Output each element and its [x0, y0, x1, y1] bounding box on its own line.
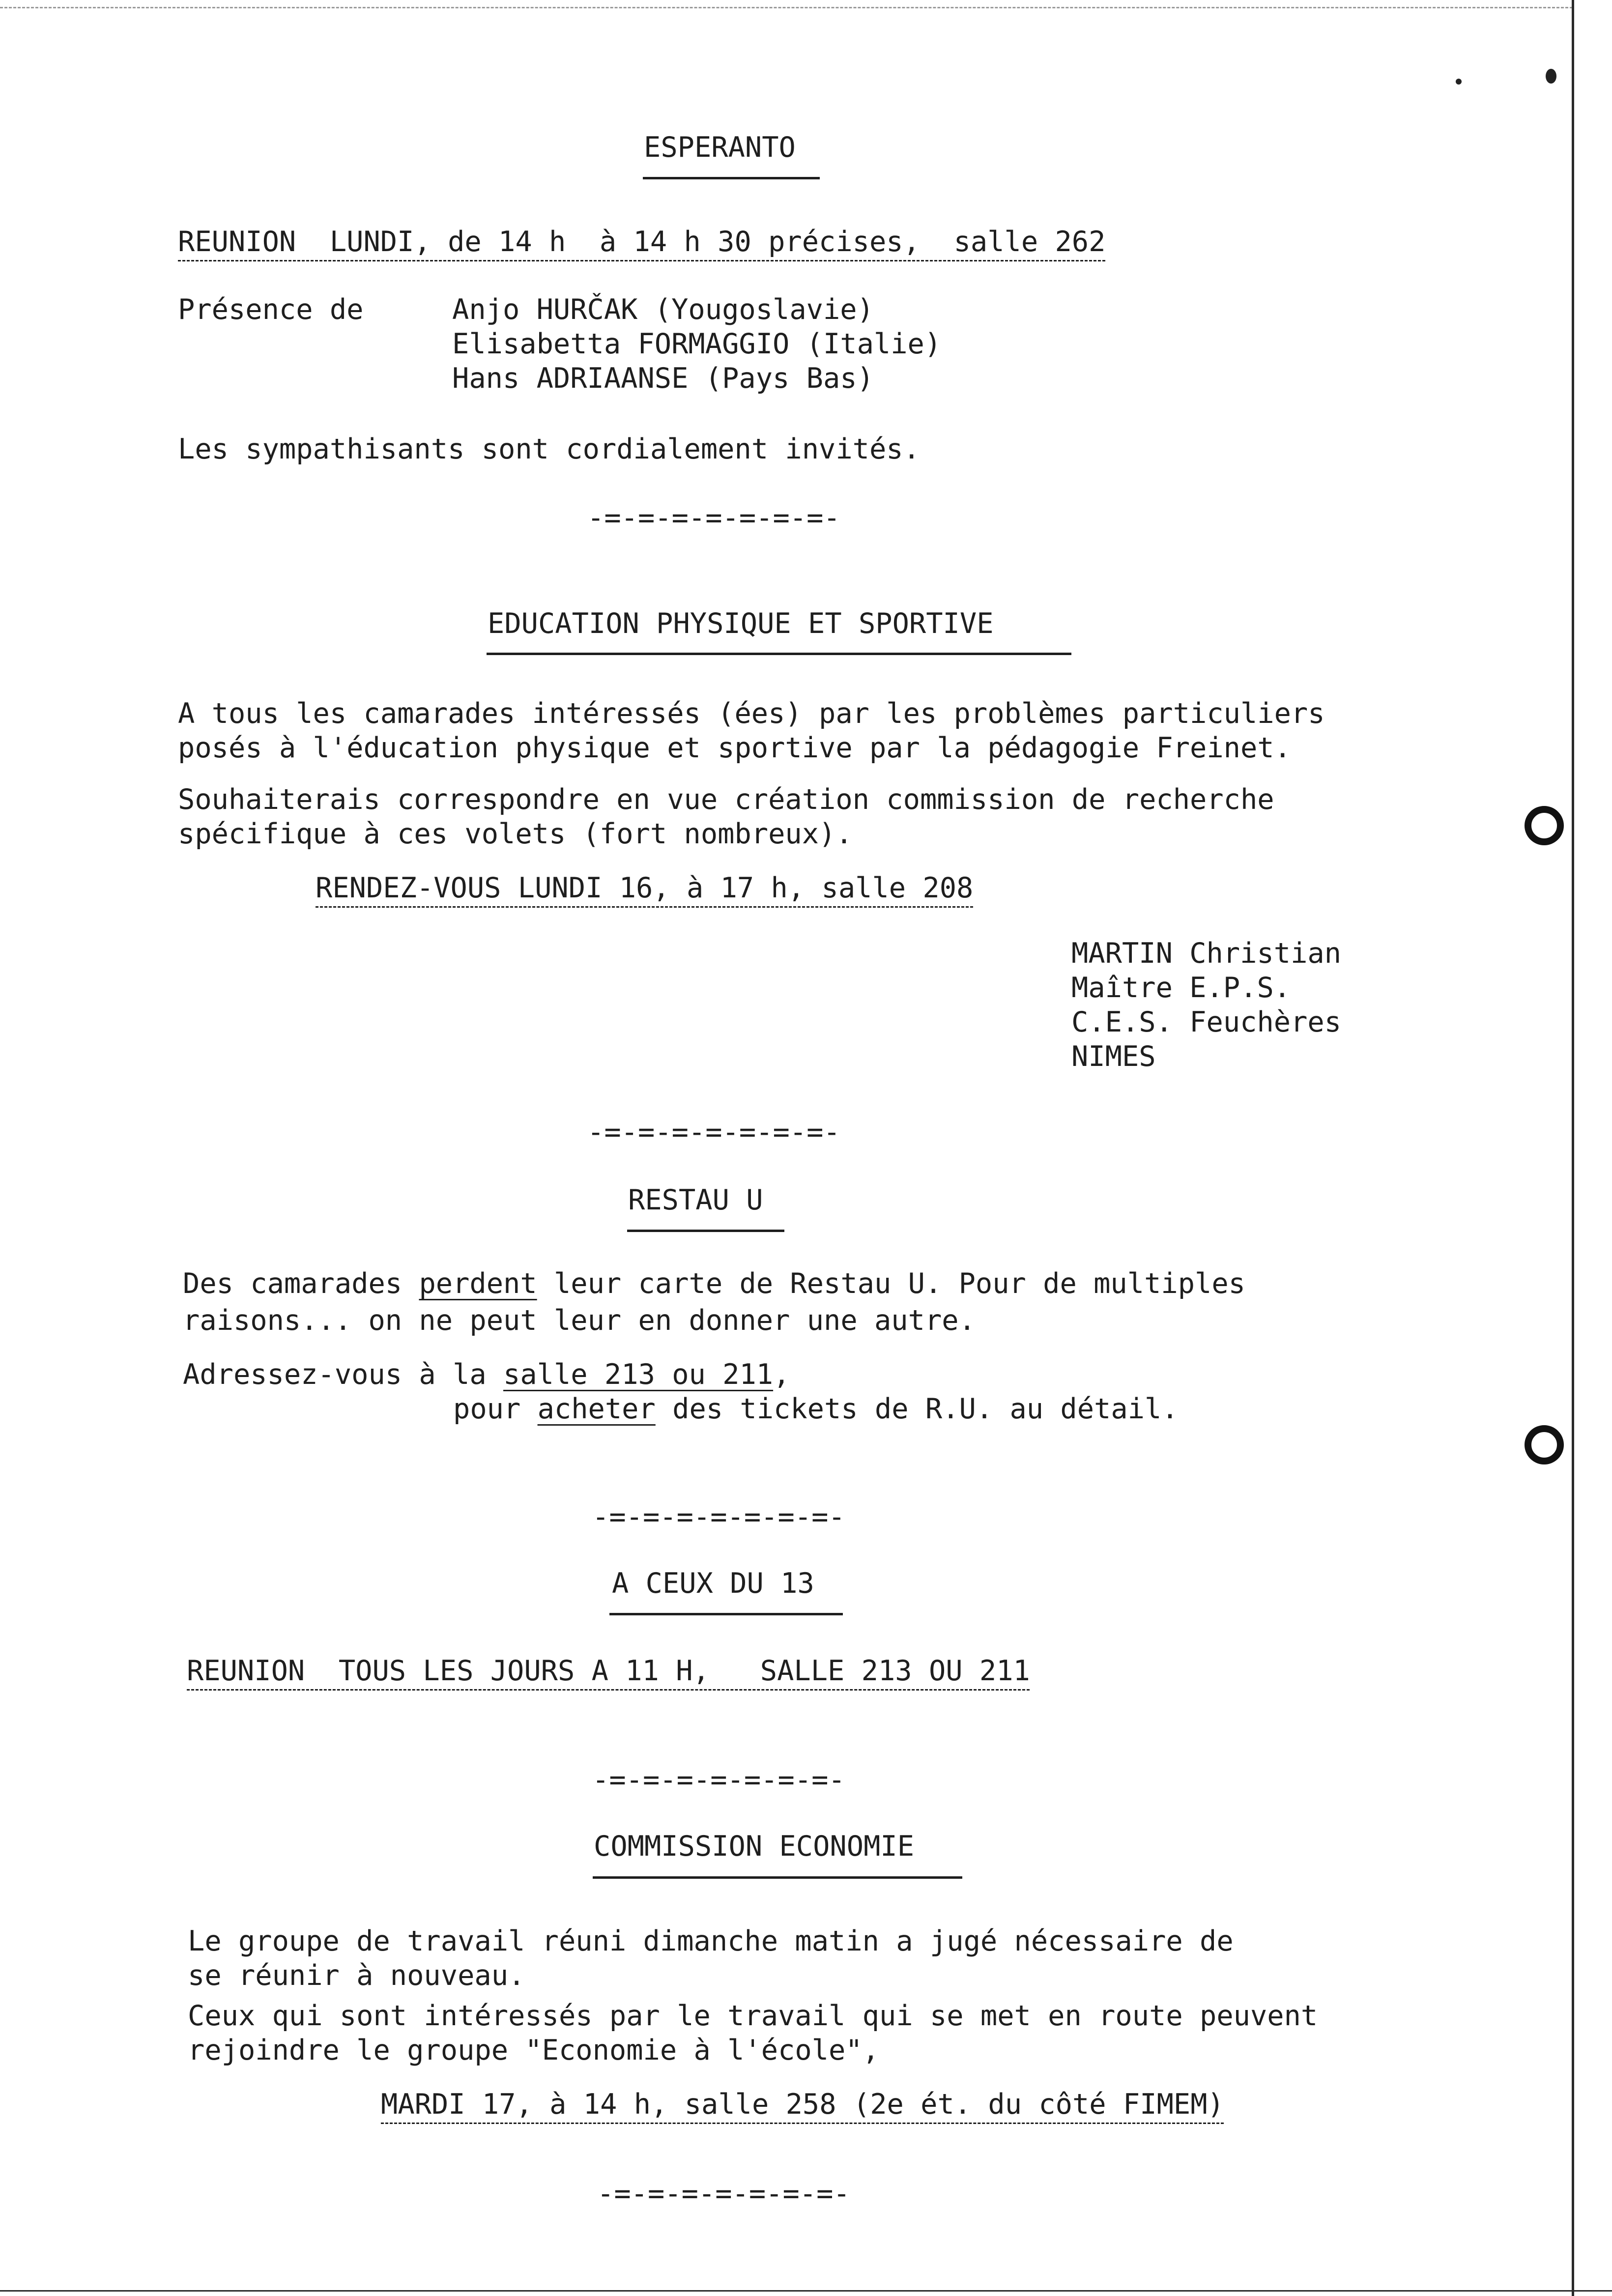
restau-line — [453, 1393, 1179, 1425]
esperanto-presence-label: Présence de — [178, 293, 364, 326]
binder-hole-bottom — [1525, 1425, 1564, 1464]
esperanto-participant: Hans ADRIAANSE (Pays Bas) — [452, 362, 874, 395]
eps-signature-line: NIMES — [1071, 1040, 1156, 1073]
eps-signature-line: Maître E.P.S. — [1071, 972, 1291, 1004]
restau-text: Des camarades — [183, 1267, 419, 1300]
economie-heading-rule — [593, 1876, 962, 1879]
esperanto-participant: Elisabetta FORMAGGIO (Italie) — [452, 328, 942, 360]
page-edge-top — [0, 7, 1573, 8]
separator: -=-=-=-=-=-=-=- — [592, 1501, 845, 1533]
restau-emphasis: salle 213 ou 211 — [503, 1358, 774, 1391]
restau-text: pour — [453, 1393, 538, 1425]
esperanto-reunion: REUNION LUNDI, de 14 h à 14 h 30 précises, salle 262 — [178, 226, 1106, 258]
economie-paragraph-line: rejoindre le groupe "Economie à l'école", — [188, 2034, 879, 2066]
paper-speck — [1456, 79, 1462, 85]
separator: -=-=-=-=-=-=-=- — [597, 2178, 850, 2210]
paper-speck — [1546, 69, 1556, 84]
restau-emphasis: perdent — [419, 1267, 537, 1300]
eps-paragraph-line: A tous les camarades intéressés (ées) par les problèmes particuliers — [178, 697, 1325, 730]
eps-signature-line: MARTIN Christian — [1071, 937, 1342, 970]
restau-line: raisons... on ne peut leur en donner une autre. — [183, 1304, 976, 1337]
esperanto-participant: Anjo HURČAK (Yougoslavie) — [452, 293, 874, 326]
ceux13-heading: A CEUX DU 13 — [612, 1567, 814, 1600]
economie-paragraph-line: Ceux qui sont intéressés par le travail qui se met en route peuvent — [188, 2000, 1318, 2032]
separator: -=-=-=-=-=-=-=- — [587, 1116, 840, 1148]
eps-signature-line: C.E.S. Feuchères — [1071, 1006, 1342, 1038]
restau-heading-rule — [627, 1230, 784, 1232]
ceux13-reunion: REUNION TOUS LES JOURS A 11 H, SALLE 213 OU 211 — [187, 1655, 1030, 1687]
ceux13-heading-rule — [609, 1613, 843, 1615]
restau-line — [183, 1359, 790, 1390]
restau-text: leur carte de Restau U. Pour de multiples — [537, 1267, 1245, 1300]
page-edge-bottom — [0, 2290, 1612, 2292]
esperanto-heading-rule — [643, 177, 820, 179]
restau-text: des tickets de R.U. au détail. — [655, 1393, 1179, 1425]
restau-emphasis: acheter — [537, 1393, 656, 1425]
economie-paragraph-line: se réunir à nouveau. — [188, 1959, 525, 1992]
restau-text: , — [773, 1358, 790, 1391]
separator: -=-=-=-=-=-=-=- — [587, 502, 840, 534]
eps-paragraph-line: Souhaiterais correspondre en vue création commission de recherche — [178, 783, 1274, 816]
eps-paragraph-line: posés à l'éducation physique et sportive par la pédagogie Freinet. — [178, 732, 1291, 764]
economie-paragraph-line: Le groupe de travail réuni dimanche matin a jugé nécessaire de — [188, 1925, 1234, 1957]
esperanto-invitation: Les sympathisants sont cordialement invités. — [178, 433, 920, 465]
eps-paragraph-line: spécifique à ces volets (fort nombreux). — [178, 818, 853, 850]
eps-rendezvous: RENDEZ-VOUS LUNDI 16, à 17 h, salle 208 — [316, 872, 974, 904]
esperanto-heading: ESPERANTO — [644, 131, 796, 164]
page-edge-right — [1572, 0, 1574, 2296]
separator: -=-=-=-=-=-=-=- — [592, 1764, 845, 1796]
economie-heading: COMMISSION ECONOMIE — [594, 1830, 915, 1863]
economie-meeting: MARDI 17, à 14 h, salle 258 (2e ét. du côté FIMEM) — [381, 2088, 1224, 2121]
restau-text: Adressez-vous à la — [183, 1358, 504, 1391]
binder-hole-top — [1525, 806, 1564, 845]
eps-heading: EDUCATION PHYSIQUE ET SPORTIVE — [488, 607, 994, 640]
eps-heading-rule — [487, 653, 1071, 655]
restau-line — [183, 1268, 1245, 1299]
restau-heading: RESTAU U — [628, 1184, 763, 1216]
